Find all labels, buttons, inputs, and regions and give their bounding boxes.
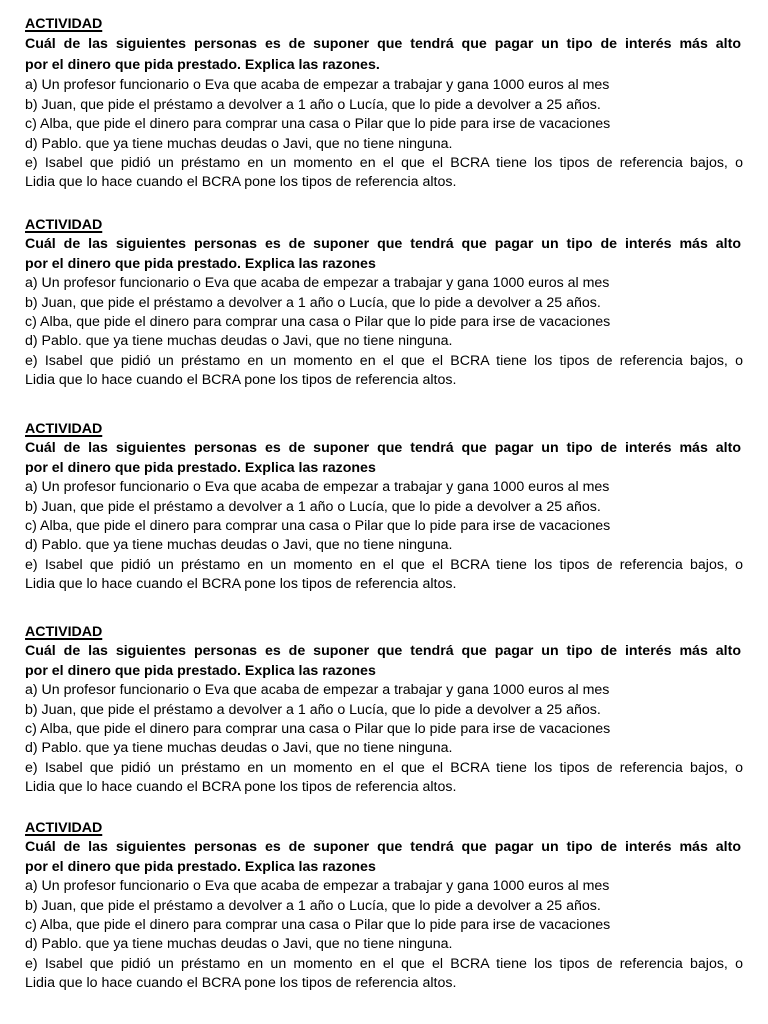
- option-b: b) Juan, que pide el préstamo a devolver a 1 año o Lucía, que lo pide a devolver a 25 años.: [25, 294, 601, 311]
- question-line-1: Cuál de las siguientes personas es de suponer que tendrá que pagar un tipo de interés más alto: [25, 643, 741, 660]
- option-d: d) Pablo. que ya tiene muchas deudas o Javi, que no tiene ninguna.: [25, 936, 453, 953]
- option-e: e) Isabel que pidió un préstamo en un momento en el que el BCRA tiene los tipos de referencia bajos, o: [25, 759, 743, 776]
- option-a: a) Un profesor funcionario o Eva que acaba de empezar a trabajar y gana 1000 euros al mes: [25, 479, 610, 496]
- option-c: c) Alba, que pide el dinero para comprar una casa o Pilar que lo pide para irse de vacaciones: [25, 720, 611, 737]
- activity-heading: ACTIVIDAD: [25, 16, 103, 32]
- option-e-continuation: Lidia que lo hace cuando el BCRA pone los tipos de referencia altos.: [25, 372, 457, 389]
- question-line-2: por el dinero que pida prestado. Explica las razones: [25, 662, 376, 679]
- option-e: e) Isabel que pidió un préstamo en un momento en el que el BCRA tiene los tipos de referencia bajos, o: [25, 556, 743, 573]
- option-e: e) Isabel que pidió un préstamo en un momento en el que el BCRA tiene los tipos de referencia bajos, o: [25, 352, 743, 369]
- option-c: c) Alba, que pide el dinero para comprar una casa o Pilar que lo pide para irse de vacaciones: [25, 517, 611, 534]
- activity-heading: ACTIVIDAD: [25, 820, 103, 836]
- option-e-continuation: Lidia que lo hace cuando el BCRA pone los tipos de referencia altos.: [25, 975, 457, 992]
- activity-block-3: [25, 420, 747, 595]
- activity-heading: ACTIVIDAD: [25, 624, 103, 640]
- activity-block-4: [25, 623, 747, 798]
- activity-heading: ACTIVIDAD: [25, 421, 103, 437]
- option-c: c) Alba, que pide el dinero para comprar una casa o Pilar que lo pide para irse de vacaciones: [25, 116, 611, 133]
- option-e-continuation: Lidia que lo hace cuando el BCRA pone los tipos de referencia altos.: [25, 174, 457, 191]
- option-b: b) Juan, que pide el préstamo a devolver a 1 año o Lucía, que lo pide a devolver a 25 años.: [25, 498, 601, 515]
- option-d: d) Pablo. que ya tiene muchas deudas o Javi, que no tiene ninguna.: [25, 740, 453, 757]
- question-line-1: Cuál de las siguientes personas es de suponer que tendrá que pagar un tipo de interés más alto: [25, 36, 741, 53]
- question-line-1: Cuál de las siguientes personas es de suponer que tendrá que pagar un tipo de interés más alto: [25, 440, 741, 457]
- activity-block-1: [25, 15, 747, 193]
- option-d: d) Pablo. que ya tiene muchas deudas o Javi, que no tiene ninguna.: [25, 333, 453, 350]
- option-a: a) Un profesor funcionario o Eva que acaba de empezar a trabajar y gana 1000 euros al mes: [25, 275, 610, 292]
- question-line-1: Cuál de las siguientes personas es de suponer que tendrá que pagar un tipo de interés más alto: [25, 236, 741, 253]
- option-a: a) Un profesor funcionario o Eva que acaba de empezar a trabajar y gana 1000 euros al mes: [25, 682, 610, 699]
- question-line-2: por el dinero que pida prestado. Explica las razones.: [25, 57, 380, 74]
- option-e-continuation: Lidia que lo hace cuando el BCRA pone los tipos de referencia altos.: [25, 576, 457, 593]
- option-b: b) Juan, que pide el préstamo a devolver a 1 año o Lucía, que lo pide a devolver a 25 años.: [25, 701, 601, 718]
- option-b: b) Juan, que pide el préstamo a devolver a 1 año o Lucía, que lo pide a devolver a 25 años.: [25, 897, 601, 914]
- option-e: e) Isabel que pidió un préstamo en un momento en el que el BCRA tiene los tipos de referencia bajos, o: [25, 154, 743, 171]
- question-line-2: por el dinero que pida prestado. Explica las razones: [25, 459, 376, 476]
- question-line-1: Cuál de las siguientes personas es de suponer que tendrá que pagar un tipo de interés más alto: [25, 839, 741, 856]
- option-d: d) Pablo. que ya tiene muchas deudas o Javi, que no tiene ninguna.: [25, 537, 453, 554]
- activity-block-2: [25, 216, 747, 391]
- option-a: a) Un profesor funcionario o Eva que acaba de empezar a trabajar y gana 1000 euros al mes: [25, 77, 610, 94]
- question-line-2: por el dinero que pida prestado. Explica las razones: [25, 255, 376, 272]
- option-c: c) Alba, que pide el dinero para comprar una casa o Pilar que lo pide para irse de vacaciones: [25, 313, 611, 330]
- option-e: e) Isabel que pidió un préstamo en un momento en el que el BCRA tiene los tipos de referencia bajos, o: [25, 955, 743, 972]
- activity-block-5: [25, 819, 747, 994]
- option-a: a) Un profesor funcionario o Eva que acaba de empezar a trabajar y gana 1000 euros al mes: [25, 878, 610, 895]
- option-b: b) Juan, que pide el préstamo a devolver a 1 año o Lucía, que lo pide a devolver a 25 años.: [25, 96, 601, 113]
- option-d: d) Pablo. que ya tiene muchas deudas o Javi, que no tiene ninguna.: [25, 135, 453, 152]
- activity-heading: ACTIVIDAD: [25, 217, 103, 233]
- question-line-2: por el dinero que pida prestado. Explica las razones: [25, 858, 376, 875]
- option-c: c) Alba, que pide el dinero para comprar una casa o Pilar que lo pide para irse de vacaciones: [25, 916, 611, 933]
- option-e-continuation: Lidia que lo hace cuando el BCRA pone los tipos de referencia altos.: [25, 779, 457, 796]
